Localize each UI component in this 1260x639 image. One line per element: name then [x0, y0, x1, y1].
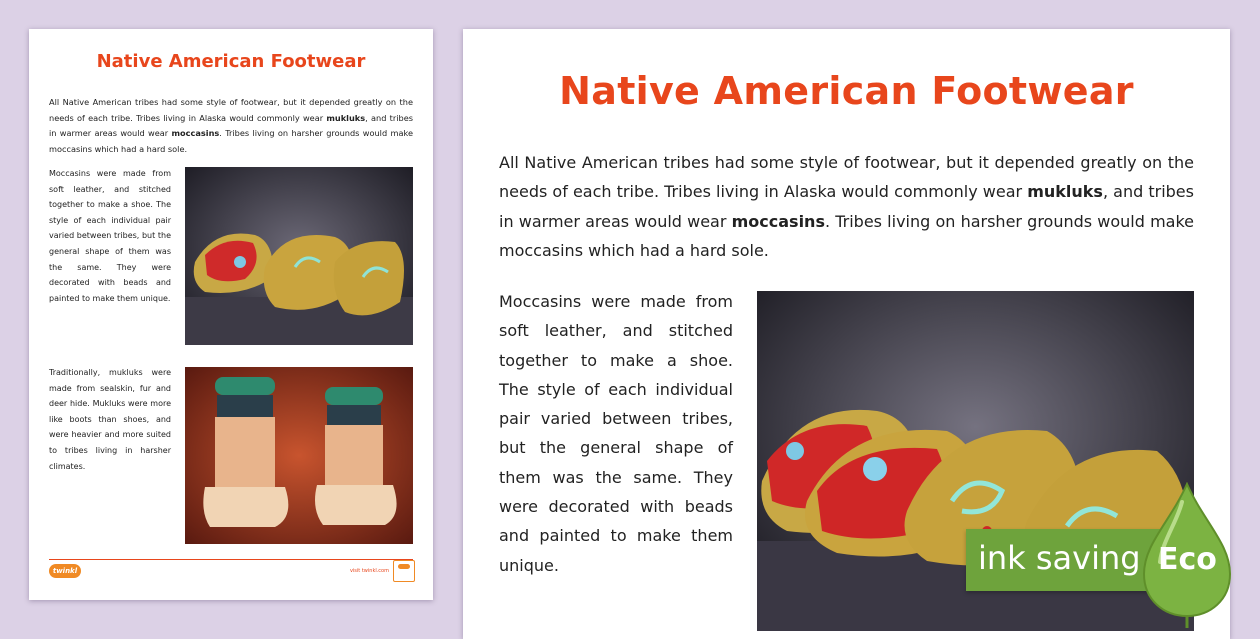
ink-saving-label: ink saving	[978, 539, 1141, 577]
quality-badge-icon	[393, 560, 415, 582]
footer-divider	[49, 559, 413, 560]
mukluks-photo	[185, 367, 413, 544]
moccasins-photo-small	[185, 167, 413, 345]
thumbnail-page[interactable]	[29, 29, 433, 600]
twinkl-logo: twinkl	[49, 564, 81, 578]
thumbnail-title: Native American Footwear	[96, 51, 366, 72]
main-moccasins-text: Moccasins were made from soft leather, and stitched together to make a shoe. The style of each individual pair varied between tribes, but the general shape of them was the same. They were decorated with beads and painted to make them unique.	[499, 292, 733, 575]
thumbnail-moccasins-text: Moccasins were made from soft leather, and stitched together to make a shoe. The style of each individual pair varied between tribes, but the general shape of them was the same. They were decorated with beads and painted to make them unique.	[49, 169, 171, 303]
eco-ink-saving-banner	[966, 482, 1260, 630]
footer-visit-link[interactable]: visit twinkl.com	[349, 568, 389, 574]
main-intro: All Native American tribes had some style of footwear, but it depended greatly on the needs of each tribe. Tribes living in Alaska would commonly wear mukluks, and tribes in warmer areas would wear moccasins. Tribes living on harsher grounds would make moccasins which had a hard sole.	[499, 153, 1195, 260]
thumbnail-intro: All Native American tribes had some style of footwear, but it depended greatly on the needs of each tribe. Tribes living in Alaska would commonly wear mukluks, and tribes in warmer areas would wear moccasins. Tribes living on harsher grounds would make moccasins which had a hard sole.	[49, 97, 413, 154]
main-title: Native American Footwear	[559, 69, 1134, 113]
eco-badge-label: Eco	[1158, 542, 1217, 577]
thumbnail-mukluks-text: Traditionally, mukluks were made from sealskin, fur and deer hide. Mukluks were more like boots than shoes, and were heavier and more suited to tribes living in harsher climates.	[49, 368, 171, 471]
